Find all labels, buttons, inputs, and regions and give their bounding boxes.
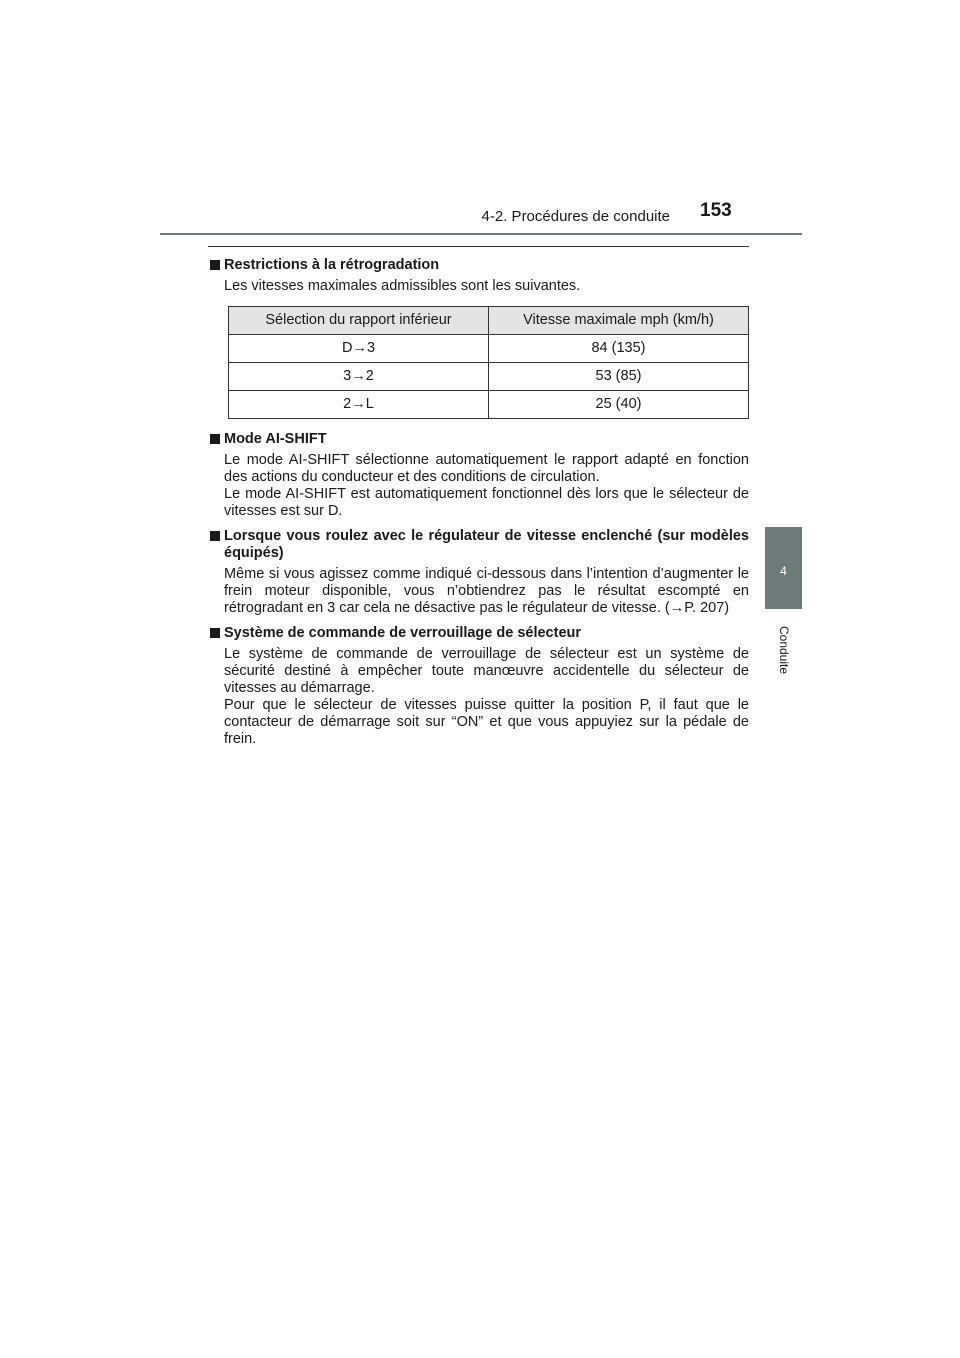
paragraph: Même si vous agissez comme indiqué ci-dessous dans l’intention d’augmenter le frein moteur disponible, vous n’obtiendrez pas le résultat escompté en rétrogradant en 3 car cela ne désactive pas le régulateur de vitesse. (→P. 207) (224, 566, 749, 616)
table-row (229, 391, 749, 419)
chapter-label: Conduite (777, 625, 791, 675)
paragraph: Le mode AI-SHIFT sélectionne automatiquement le rapport adapté en fonction des actions du conducteur et des conditions de circulation. (224, 452, 749, 485)
page-number: 153 (700, 200, 732, 221)
section-shift-lock (208, 625, 749, 748)
section-heading (208, 257, 749, 274)
table-header-row (229, 307, 749, 335)
heading-text: Lorsque vous roulez avec le régulateur de vitesse enclenché (sur modèles équipés) (224, 528, 749, 561)
bullet-square-icon (210, 531, 220, 541)
main-content (208, 246, 749, 756)
section-cruise-control (208, 528, 749, 617)
table-cell: 25 (40) (489, 391, 749, 419)
header-rule (160, 233, 802, 235)
section-heading (208, 625, 749, 642)
chapter-tab: 4 (765, 527, 802, 609)
table-row (229, 335, 749, 363)
table-cell: 84 (135) (489, 335, 749, 363)
section-heading (208, 528, 749, 562)
paragraph: Le système de commande de verrouillage de sélecteur est un système de sécurité destiné à empêcher toute manœuvre accidentelle du sélecteur de vitesses au démarrage. (224, 646, 749, 696)
paragraph: Les vitesses maximales admissibles sont les suivantes. (224, 278, 581, 294)
table-cell: 53 (85) (489, 363, 749, 391)
bullet-square-icon (210, 434, 220, 444)
table-cell: D→3 (229, 335, 489, 363)
section-ai-shift (208, 431, 749, 520)
bullet-square-icon (210, 628, 220, 638)
heading-text: Mode AI-SHIFT (224, 431, 327, 447)
bullet-square-icon (210, 260, 220, 270)
table-cell: 2→L (229, 391, 489, 419)
heading-text: Système de commande de verrouillage de sélecteur (224, 625, 582, 641)
section-heading (208, 431, 749, 448)
speed-table (228, 306, 749, 419)
heading-text: Restrictions à la rétrogradation (224, 257, 440, 273)
column-header: Sélection du rapport inférieur (229, 307, 489, 335)
content-rule (208, 246, 749, 247)
section-downshift-restrictions (208, 257, 749, 419)
table-cell: 3→2 (229, 363, 489, 391)
paragraph: Le mode AI-SHIFT est automatiquement fonctionnel dès lors que le sélecteur de vitesses est sur D. (224, 486, 749, 519)
column-header: Vitesse maximale mph (km/h) (489, 307, 749, 335)
table-row (229, 363, 749, 391)
section-title: 4-2. Procédures de conduite (481, 208, 670, 225)
paragraph: Pour que le sélecteur de vitesses puisse quitter la position P, il faut que le contacteur de démarrage soit sur “ON” et que vous appuyiez sur la pédale de frein. (224, 697, 749, 747)
